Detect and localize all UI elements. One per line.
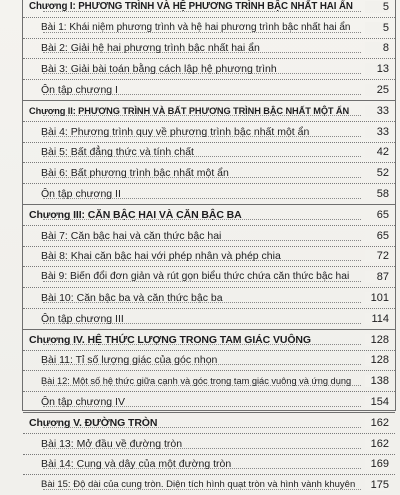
toc-lesson-title: Bài 9: Biến đổi đơn giản và rút gọn biểu thức chứa căn thức bậc hai <box>41 271 350 283</box>
toc-lesson-row <box>23 287 395 308</box>
toc-lesson-row <box>23 79 395 100</box>
toc-page-number: 162 <box>365 438 389 450</box>
toc-page-number: 162 <box>365 417 389 429</box>
toc-chapter-row <box>23 100 395 121</box>
toc-page-number: 65 <box>365 209 389 221</box>
toc-lesson-row <box>23 225 395 246</box>
toc-lesson-row <box>23 121 395 142</box>
toc-page-number: 72 <box>365 250 389 262</box>
toc-page-number: 42 <box>365 146 389 158</box>
toc-lesson-title: Bài 6: Bất phương trình bậc nhất một ẩn <box>41 167 229 180</box>
toc-page-number: 33 <box>365 105 389 117</box>
toc-lesson-row <box>23 391 395 412</box>
toc-lesson-title: Bài 5: Bất đẳng thức và tính chất <box>41 146 194 159</box>
toc-lesson-title: Ôn tập chương II <box>41 188 121 201</box>
table-of-contents <box>22 0 396 492</box>
toc-lesson-title: Bài 12: Một số hệ thức giữa cạnh và góc trong tam giác vuông và ứng dụng <box>41 376 352 387</box>
toc-lesson-row <box>23 246 395 267</box>
toc-chapter-title: Chương III: CĂN BẬC HAI VÀ CĂN BẬC BA <box>29 208 242 221</box>
toc-lesson-row <box>23 58 395 79</box>
toc-page-number: 154 <box>365 396 389 408</box>
toc-lesson-title: Bài 13: Mở đầu về đường tròn <box>41 437 183 450</box>
toc-lesson-title: Ôn tập chương III <box>41 312 124 325</box>
toc-lesson-row <box>23 474 395 495</box>
toc-lesson-row <box>23 38 395 59</box>
toc-page-number: 128 <box>365 334 389 346</box>
toc-page-number: 8 <box>365 42 389 54</box>
toc-lesson-row <box>23 370 395 391</box>
toc-chapter-row <box>23 204 395 225</box>
toc-page-number: 5 <box>365 1 389 13</box>
toc-lesson-row <box>23 433 395 454</box>
toc-lesson-title: Bài 15: Độ dài của cung tròn. Diện tích hình quạt tròn và hình vành khuyên <box>41 479 356 491</box>
toc-page-number: 128 <box>365 354 389 366</box>
toc-lesson-title: Bài 8: Khai căn bậc hai với phép nhân và phép chia <box>41 250 281 263</box>
toc-chapter-row <box>23 329 395 350</box>
toc-lesson-title: Bài 11: Tỉ số lượng giác của góc nhọn <box>41 354 218 367</box>
toc-lesson-row <box>23 266 395 287</box>
toc-lesson-title: Ôn tập chương I <box>41 84 118 97</box>
toc-page-number: 169 <box>365 458 389 470</box>
toc-chapter-row <box>23 0 395 17</box>
toc-lesson-row <box>23 350 395 371</box>
toc-lesson-title: Bài 7: Căn bậc hai và căn thức bậc hai <box>41 229 222 242</box>
toc-lesson-row <box>23 162 395 183</box>
toc-lesson-title: Bài 2: Giải hệ hai phương trình bậc nhất hai ẩn <box>41 42 260 55</box>
toc-page-number: 101 <box>365 292 389 304</box>
toc-page-number: 138 <box>365 375 389 387</box>
toc-chapter-title: Chương II: PHƯƠNG TRÌNH VÀ BẤT PHƯƠNG TRÌNH BẬC NHẤT MỘT ẨN <box>29 105 350 116</box>
toc-page-number: 175 <box>365 479 389 491</box>
toc-chapter-row <box>23 412 395 433</box>
toc-lesson-row <box>23 308 395 329</box>
toc-lesson-row <box>23 17 395 38</box>
toc-chapter-title: Chương V. ĐƯỜNG TRÒN <box>29 416 158 429</box>
toc-page-number: 5 <box>365 22 389 34</box>
toc-page-number: 33 <box>365 126 389 138</box>
toc-lesson-row <box>23 183 395 204</box>
toc-lesson-title: Ôn tập chương IV <box>41 396 125 409</box>
toc-chapter-title: Chương IV. HỆ THỨC LƯỢNG TRONG TAM GIÁC VUÔNG <box>29 333 311 346</box>
toc-lesson-title: Bài 3: Giải bài toán bằng cách lập hệ phương trình <box>41 63 277 76</box>
toc-lesson-row <box>23 454 395 475</box>
toc-lesson-title: Bài 14: Cung và dây của một đường tròn <box>41 458 232 471</box>
toc-page-number: 114 <box>365 313 389 325</box>
toc-lesson-title: Bài 10: Căn bậc ba và căn thức bậc ba <box>41 292 223 305</box>
toc-chapter-title: Chương I: PHƯƠNG TRÌNH VÀ HỆ PHƯƠNG TRÌNH BẬC NHẤT HAI ẨN <box>29 0 353 12</box>
toc-page-number: 87 <box>365 271 389 283</box>
toc-page-number: 65 <box>365 230 389 242</box>
toc-page-number: 52 <box>365 167 389 179</box>
toc-page-number: 25 <box>365 84 389 96</box>
toc-lesson-row <box>23 142 395 163</box>
toc-page-number: 13 <box>365 63 389 75</box>
toc-page-number: 58 <box>365 188 389 200</box>
toc-lesson-title: Bài 4: Phương trình quy về phương trình bậc nhất một ẩn <box>41 125 310 138</box>
toc-lesson-title: Bài 1: Khái niệm phương trình và hệ hai phương trình bậc nhất hai ẩn <box>41 21 351 33</box>
